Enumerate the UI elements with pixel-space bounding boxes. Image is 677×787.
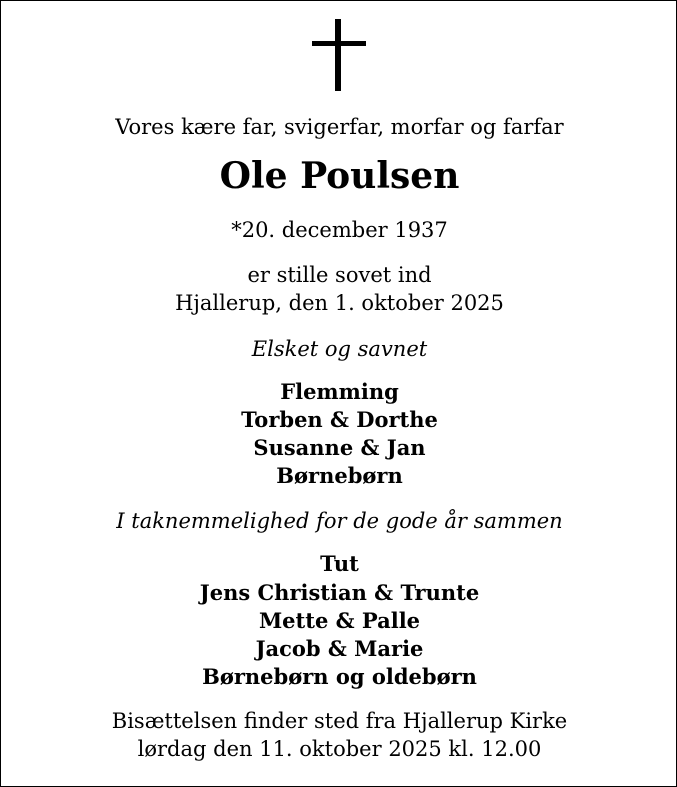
family-member: Mette & Palle — [258, 608, 421, 633]
family-member: Torben & Dorthe — [241, 407, 438, 432]
deceased-name: Ole Poulsen — [219, 155, 460, 197]
intro-text: Vores kære far, svigerfar, morfar og farfar — [115, 115, 564, 139]
family-member: Jacob & Marie — [255, 636, 424, 661]
cross-icon — [312, 19, 366, 91]
death-line-1: er stille sovet ind — [247, 263, 432, 287]
motto-loved-missed: Elsket og savnet — [251, 337, 428, 361]
family-member: Børnebørn — [276, 463, 403, 488]
funeral-line-1: Bisættelsen finder sted fra Hjallerup Kirke — [111, 709, 568, 733]
family-member: Flemming — [280, 379, 399, 404]
funeral-line-2: lørdag den 11. oktober 2025 kl. 12.00 — [137, 737, 542, 761]
family-member: Jens Christian & Trunte — [199, 580, 480, 605]
birth-date: *20. december 1937 — [231, 218, 448, 242]
family-member: Børnebørn og oldebørn — [202, 664, 477, 689]
family-member: Susanne & Jan — [253, 435, 426, 460]
motto-gratitude: I taknemmelighed for de gode år sammen — [116, 509, 563, 533]
death-line-2: Hjallerup, den 1. oktober 2025 — [175, 291, 504, 315]
family-member: Tut — [320, 551, 359, 576]
